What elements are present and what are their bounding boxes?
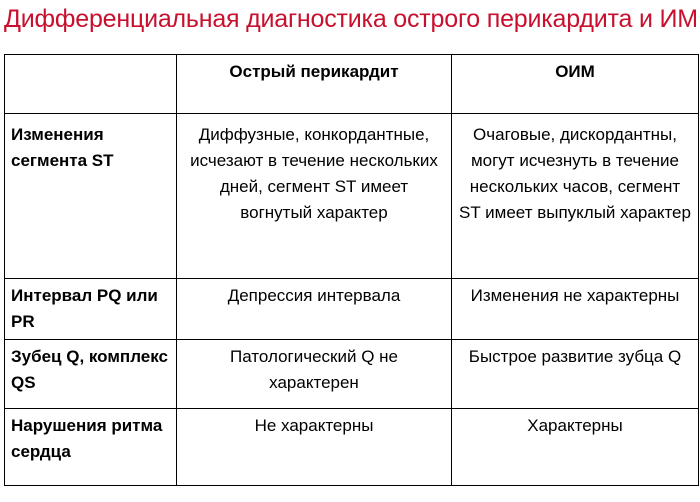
cell-mi-pq: Изменения не характерны: [452, 279, 699, 340]
table-row: [5, 279, 699, 340]
cell-mi-arrhythmia: Характерны: [452, 409, 699, 486]
cell-pericarditis-pq: Депрессия интервала: [177, 279, 452, 340]
table-row: [5, 340, 699, 409]
header-corner-cell: [5, 55, 177, 114]
cell-pericarditis-st: Диффузные, конкордантные, исчезают в течение нескольких дней, сегмент ST имеет вогнутый характер: [177, 114, 452, 279]
comparison-table: [4, 54, 699, 486]
cell-mi-q: Быстрое развитие зубца Q: [452, 340, 699, 409]
table-row: [5, 409, 699, 486]
row-label-arrhythmia: Нарушения ритма сердца: [5, 409, 177, 486]
header-pericarditis: Острый перикардит: [177, 55, 452, 114]
cell-pericarditis-q: Патологический Q не характерен: [177, 340, 452, 409]
header-mi: ОИМ: [452, 55, 699, 114]
row-label-q-wave: Зубец Q, комплекс QS: [5, 340, 177, 409]
row-label-pq-interval: Интервал PQ или PR: [5, 279, 177, 340]
table-row: [5, 114, 699, 279]
cell-pericarditis-arrhythmia: Не характерны: [177, 409, 452, 486]
page-title: Дифференциальная диагностика острого перикардита и ИМ: [4, 5, 698, 33]
row-label-st-segment: Изменения сегмента ST: [5, 114, 177, 279]
table-header-row: [5, 55, 699, 114]
cell-mi-st: Очаговые, дискордантны, могут исчезнуть в течение нескольких часов, сегмент ST имеет выпуклый характер: [452, 114, 699, 279]
